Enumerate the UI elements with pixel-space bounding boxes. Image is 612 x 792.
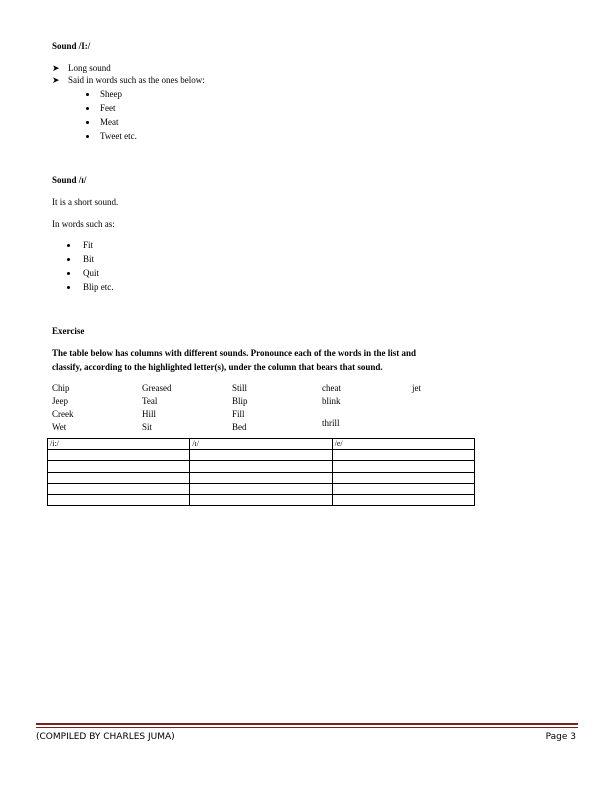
table-cell bbox=[332, 461, 474, 472]
section1-heading: Sound /I:/ bbox=[52, 41, 91, 51]
list-item-text: Blip etc. bbox=[83, 282, 114, 292]
list-item-text: Bit bbox=[83, 254, 95, 264]
word-list-item: thrill bbox=[322, 418, 340, 428]
section2-line1: It is a short sound. bbox=[52, 197, 119, 207]
word-list-item: jet bbox=[412, 383, 421, 393]
table-cell bbox=[332, 472, 474, 483]
table-row bbox=[48, 472, 475, 483]
exercise-instruction-line2: classify, according to the highlighted letter(s), under the column that bears that sound. bbox=[52, 362, 383, 372]
bullet-icon bbox=[86, 93, 89, 96]
table-header-cell: /i:/ bbox=[48, 439, 190, 450]
list-item-text: Meat bbox=[100, 117, 119, 127]
table-row bbox=[48, 450, 475, 461]
list-item-text: Fit bbox=[83, 240, 94, 250]
bullet-icon bbox=[86, 107, 89, 110]
footer-divider-thick bbox=[36, 723, 578, 725]
exercise-heading: Exercise bbox=[52, 326, 85, 336]
table-header-cell: /ɪ/ bbox=[190, 439, 332, 450]
bullet-icon bbox=[67, 272, 70, 275]
word-list-item: cheat bbox=[322, 383, 341, 393]
table-cell bbox=[48, 483, 190, 494]
page-number: Page 3 bbox=[545, 732, 576, 742]
table-cell bbox=[190, 494, 332, 505]
word-list-item: Creek bbox=[52, 409, 74, 419]
list-item-text: Quit bbox=[83, 268, 100, 278]
table-header-cell: /e/ bbox=[332, 439, 474, 450]
arrow-bullet-icon: ➤ bbox=[52, 63, 60, 73]
table-row bbox=[48, 461, 475, 472]
word-list-item: Fill bbox=[232, 409, 245, 419]
word-list-item: Wet bbox=[52, 422, 67, 432]
word-list-item: Hill bbox=[142, 409, 157, 419]
footer-compiled-by: (COMPILED BY CHARLES JUMA) bbox=[36, 732, 175, 742]
word-list-item: Greased bbox=[142, 383, 172, 393]
classification-table bbox=[47, 438, 475, 506]
table-row bbox=[48, 483, 475, 494]
bullet-icon bbox=[67, 258, 70, 261]
table-cell bbox=[190, 450, 332, 461]
exercise-instruction-line1: The table below has columns with different sounds. Pronounce each of the words in the list and bbox=[52, 348, 416, 358]
table-cell bbox=[48, 494, 190, 505]
section2-heading: Sound /ɪ/ bbox=[52, 175, 87, 185]
footer-divider-thin bbox=[36, 727, 578, 728]
table-cell bbox=[190, 472, 332, 483]
table-cell bbox=[190, 461, 332, 472]
list-item-text: Tweet etc. bbox=[100, 131, 137, 141]
table-header-row bbox=[48, 439, 475, 450]
word-list-item: Teal bbox=[142, 396, 158, 406]
arrow-item-text: Long sound bbox=[68, 63, 111, 73]
word-list-item: blink bbox=[322, 396, 341, 406]
word-list-item: Jeep bbox=[52, 396, 68, 406]
bullet-icon bbox=[67, 286, 70, 289]
bullet-icon bbox=[67, 244, 70, 247]
word-list-item: Chip bbox=[52, 383, 70, 393]
word-list-item: Bed bbox=[232, 422, 247, 432]
table-cell bbox=[332, 494, 474, 505]
bullet-icon bbox=[86, 121, 89, 124]
table-row bbox=[48, 494, 475, 505]
table-cell bbox=[332, 450, 474, 461]
table-cell bbox=[190, 483, 332, 494]
word-list-item: Sit bbox=[142, 422, 153, 432]
section2-line2: In words such as: bbox=[52, 219, 115, 229]
table-cell bbox=[48, 461, 190, 472]
table-cell bbox=[48, 450, 190, 461]
table-cell bbox=[332, 483, 474, 494]
list-item-text: Sheep bbox=[100, 89, 122, 99]
arrow-item-text: Said in words such as the ones below: bbox=[68, 75, 205, 85]
arrow-bullet-icon: ➤ bbox=[52, 75, 60, 85]
word-list-item: Still bbox=[232, 383, 248, 393]
bullet-icon bbox=[86, 135, 89, 138]
word-list-item: Blip bbox=[232, 396, 248, 406]
list-item-text: Feet bbox=[100, 103, 116, 113]
table-cell bbox=[48, 472, 190, 483]
